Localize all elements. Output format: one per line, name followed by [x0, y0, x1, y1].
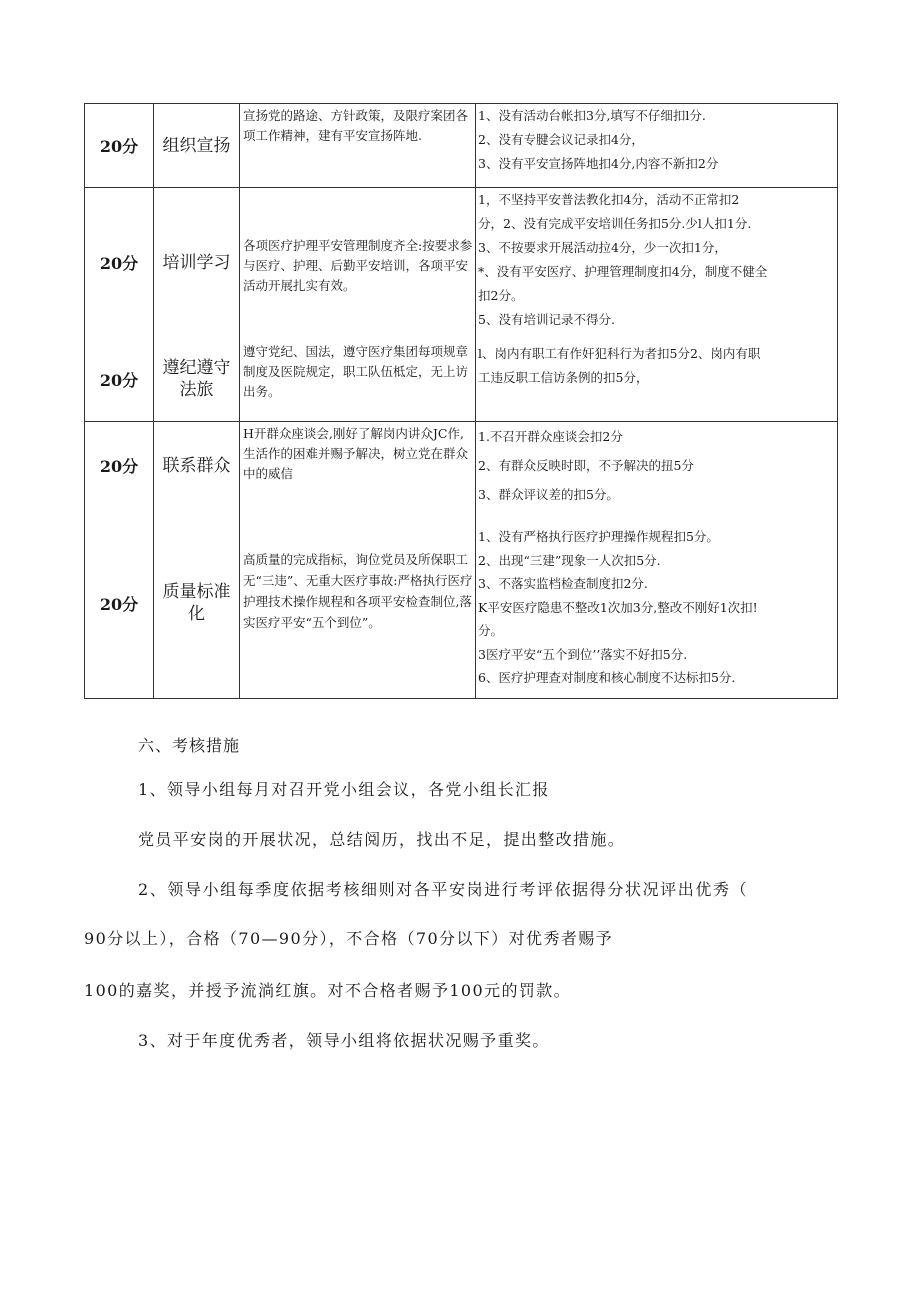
score-cell: 20分 [85, 188, 154, 338]
deduction-cell [476, 422, 838, 510]
deduction-line: 3、不按要求开展活动拉4分，少一次扣1分， [478, 240, 727, 255]
table-row [85, 422, 838, 510]
paragraph: 1、领导小组每月对召开党小组会议，各党小组长汇报 [138, 780, 550, 799]
deduction-line: 2、出现“三建”现象一人次扣5分. [478, 552, 661, 568]
category-cell: 培训学习 [154, 188, 240, 338]
score-cell: 20分 [85, 104, 154, 188]
deduction-line: 2、有群众反映时即，不予解决的扭5分 [478, 458, 694, 473]
requirement-cell: 宣扬党的路途、方针政策，及限疗案团各项工作精神，建有平安宣扬阵地. [240, 104, 476, 188]
requirement-cell: 遵守党纪、国法，遵守医疗集团每项规章制度及医院规定，职工队伍柢定，无上访出务。 [240, 338, 476, 422]
requirement-cell: 高质量的完成指标，询位党员及所保职工无“三违”、无重大医疗事故:严格执行医疗护理技术操作规程和各项平安检查制位,落实医疗平安“五个到位”。 [240, 509, 476, 698]
deduction-line: 扣2分。 [478, 288, 524, 303]
deduction-cell [476, 509, 838, 698]
deduction-line: 3、没有平安宣扬阵地扣4分,内容不新扣2分 [478, 156, 719, 171]
deduction-line: 分。 [478, 623, 504, 638]
assessment-table [84, 103, 838, 699]
paragraph: 党员平安岗的开展状况，总结阅历，找出不足，提出整改措施。 [138, 830, 626, 849]
deduction-line: 2、没有专腱会议记录扣4分， [478, 132, 644, 147]
score-cell: 20分 [85, 422, 154, 510]
paragraph: 2、领导小组每季度依据考核细则对各平安岗进行考评依据得分状况评出优秀（ [138, 880, 749, 899]
table-row [85, 188, 838, 338]
requirement-cell: 各项医疗护理平安管理制度齐全:按要求参与医疗、护理、后勤平安培训，各项平安活动开展扎实有效。 [240, 188, 476, 338]
deduction-line: K平安医疗隐患不整改1次加3分,整改不刚好1次扣! [478, 599, 758, 615]
paragraph: 3、对于年度优秀者，领导小组将依据状况赐予重奖。 [138, 1031, 550, 1050]
paragraph: 90分以上），合格（70—90分），不合格（70分以下）对优秀者赐予 [84, 929, 614, 948]
deduction-line: 1，不坚持平安普法教化扣4分，活动不正常扣2 [478, 192, 740, 207]
deduction-cell [476, 188, 838, 338]
score-cell: 20分 [85, 509, 154, 698]
deduction-line: 3、不落实监档检查制度扣2分. [478, 576, 648, 591]
score-cell: 20分 [85, 338, 154, 422]
table-row [85, 104, 838, 188]
deduction-line: 工违反职工信访条例的扣5分， [478, 369, 649, 385]
table-row [85, 509, 838, 698]
deduction-line: 1.不召开群众座谈会扣2分 [478, 429, 623, 444]
deduction-line: *、没有平安医疗、护理管理制度扣4分，制度不健全 [478, 264, 768, 279]
section-title: 六、考核措施 [138, 736, 241, 755]
requirement-cell: H开群众座谈会,刚好了解岗内讲众JC作,生活作的困难并赐予解决，树立党在群众中的威信 [240, 422, 476, 510]
deduction-line: 1、没有活动台帐扣3分,填写不仔细扣l分. [478, 108, 706, 123]
category-cell: 质量标准化 [154, 509, 240, 698]
deduction-cell [476, 104, 838, 188]
deduction-line: 5、没有培训记录不得分. [478, 312, 615, 327]
deduction-cell [476, 338, 838, 422]
category-cell: 组织宣扬 [154, 104, 240, 188]
deduction-line: 3医疗平安“五个到位’’落实不好扣5分. [478, 646, 688, 662]
table-row [85, 338, 838, 422]
deduction-line: 分，2、没有完成平安培训任务扣5分.少l人扣1分. [478, 216, 752, 231]
category-cell: 联系群众 [154, 422, 240, 510]
paragraph: 100的嘉奖，并授予流淌红旗。对不合格者赐予100元的罚款。 [84, 981, 572, 1000]
deduction-line: 1、没有严格执行医疗护理操作规程扣5分。 [478, 529, 719, 544]
deduction-line: 3、群众评议差的扣5分。 [478, 487, 619, 502]
deduction-line: 6、医疗护理查对制度和核心制度不达标扣5分. [478, 670, 736, 685]
deduction-line: l、岗内有职工有作奸犯科行为者扣5分2、岗内有职 [478, 345, 761, 361]
category-cell: 遵纪遵守法旅 [154, 338, 240, 422]
